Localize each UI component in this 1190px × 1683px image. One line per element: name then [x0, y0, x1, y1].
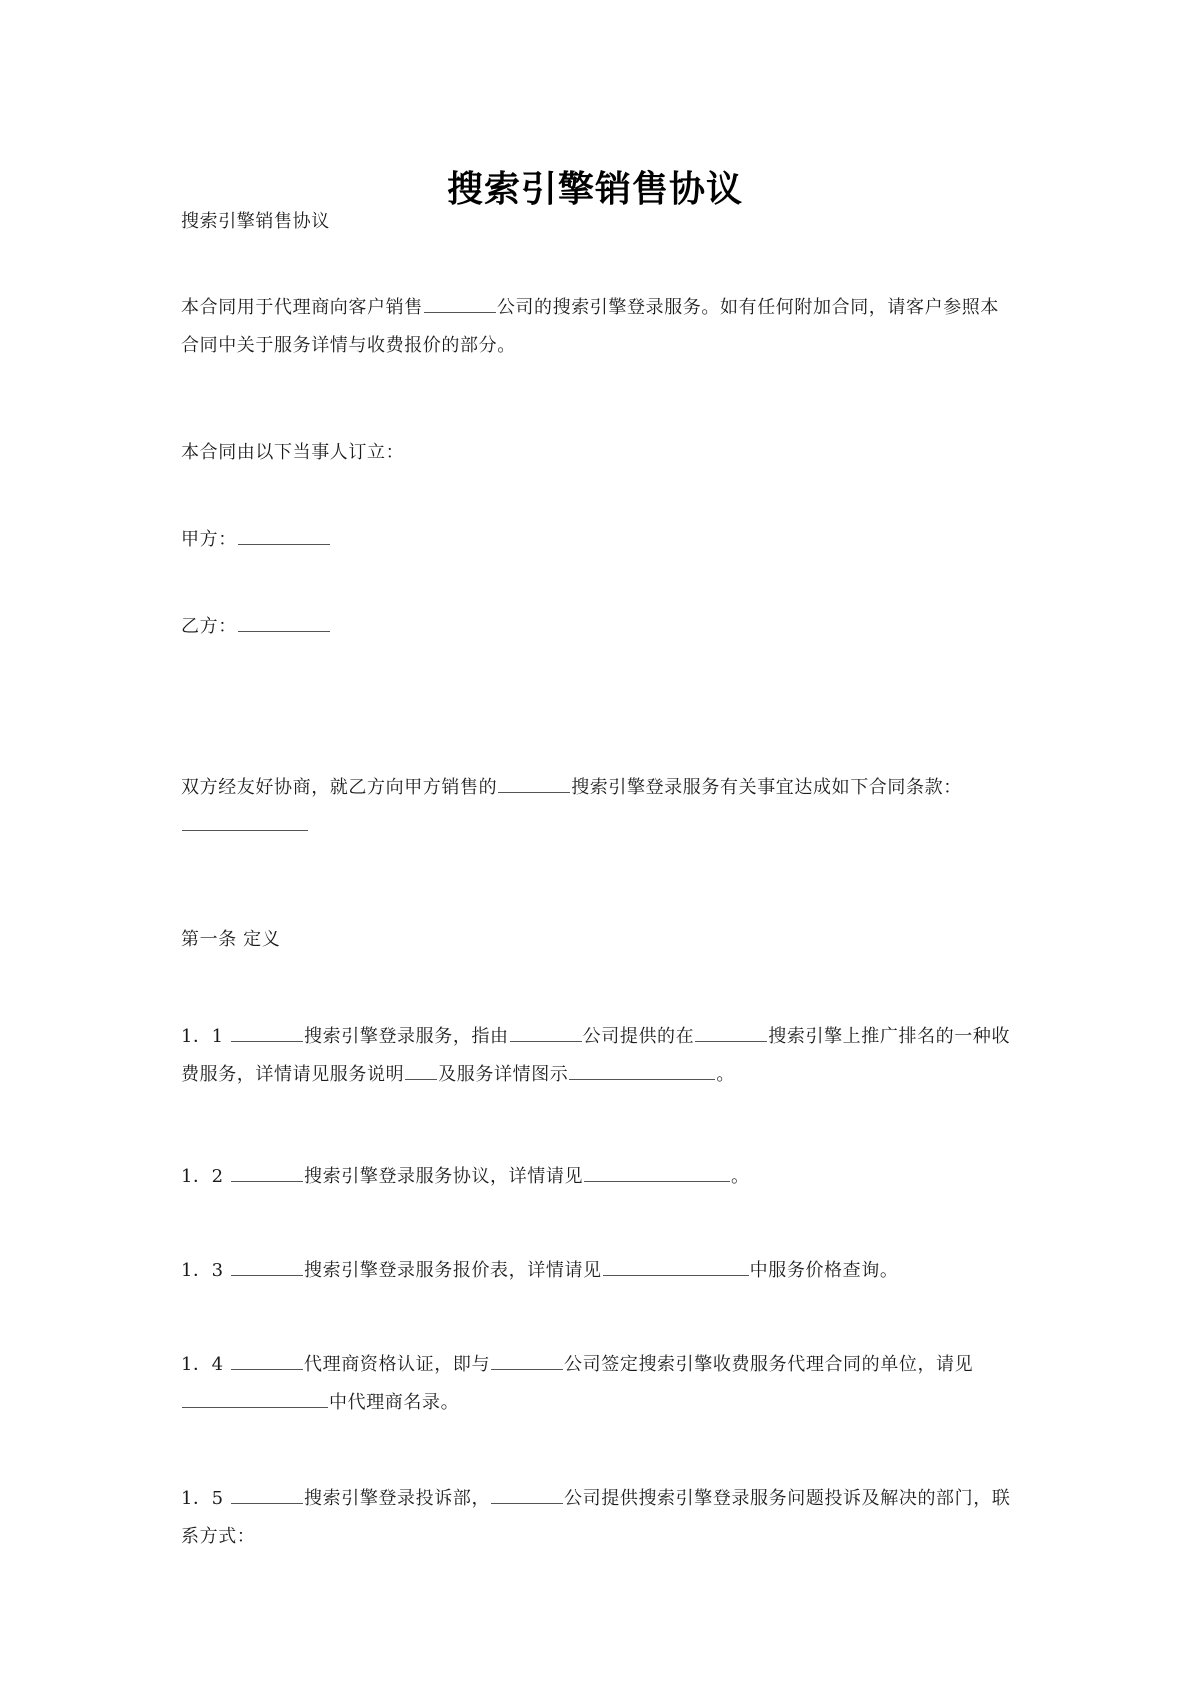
clause-blank[interactable]	[405, 1061, 437, 1080]
intro-paragraph	[181, 289, 1015, 365]
document-title: 搜索引擎销售协议	[446, 169, 743, 210]
clause-blank[interactable]	[231, 1485, 303, 1504]
clause-blank[interactable]	[510, 1023, 582, 1042]
clause-1-5	[181, 1480, 1015, 1556]
parties-intro: 本合同由以下当事人订立：	[181, 442, 405, 463]
clause-1-1	[181, 1018, 1015, 1094]
article-1-heading: 第一条 定义	[181, 929, 281, 950]
clause-text: 中代理商名录。	[329, 1392, 460, 1413]
clause-text: 搜索引擎登录服务，指由	[304, 1026, 509, 1047]
clause-blank[interactable]	[231, 1351, 303, 1370]
clause-blank[interactable]	[603, 1257, 749, 1276]
clause-number: 1．1	[181, 1026, 224, 1047]
party-a-blank[interactable]	[238, 526, 330, 545]
party-b-line	[181, 608, 1015, 646]
clause-blank[interactable]	[584, 1163, 730, 1182]
clause-text: 。	[731, 1166, 750, 1187]
agreement-paragraph	[181, 769, 1015, 845]
clause-text: 中服务价格查询。	[749, 1260, 899, 1281]
clause-blank[interactable]	[569, 1061, 715, 1080]
party-a-label: 甲方：	[181, 529, 237, 550]
service-blank[interactable]	[498, 774, 570, 793]
party-a-line	[181, 521, 1015, 559]
clause-number: 1．4	[181, 1354, 224, 1375]
document-subtitle: 搜索引擎销售协议	[181, 211, 330, 232]
clause-text: 搜索引擎登录服务报价表，详情请见	[304, 1260, 602, 1281]
clause-blank[interactable]	[231, 1257, 303, 1276]
clause-number: 1．3	[181, 1260, 224, 1281]
clause-blank[interactable]	[491, 1351, 563, 1370]
clause-text: 及服务详情图示	[438, 1064, 569, 1085]
clause-text: 公司签定搜索引擎收费服务代理合同的单位，请见	[564, 1354, 974, 1375]
clause-number: 1．2	[181, 1166, 224, 1187]
clause-text: 。	[716, 1064, 736, 1085]
company-blank[interactable]	[424, 294, 496, 313]
party-b-blank[interactable]	[238, 613, 330, 632]
agreement-text-1: 双方经友好协商，就乙方向甲方销售的	[181, 777, 498, 798]
intro-text-1: 本合同用于代理商向客户销售	[181, 297, 423, 318]
clause-text: 公司提供的在	[582, 1026, 695, 1047]
clause-blank[interactable]	[182, 1389, 328, 1408]
clause-text: 代理商资格认证，即与	[304, 1354, 491, 1375]
clause-blank[interactable]	[491, 1485, 563, 1504]
clause-blank[interactable]	[695, 1023, 767, 1042]
party-b-label: 乙方：	[181, 616, 237, 637]
clause-number: 1．5	[181, 1488, 224, 1509]
clause-1-3	[181, 1252, 1015, 1290]
clause-text: 搜索引擎登录服务协议，详情请见	[304, 1166, 584, 1187]
clause-text: 公司提供搜索引擎登录服务问题投诉及解决的部门，联系方式：	[181, 1488, 1011, 1547]
clause-text: 搜索引擎上推广排名的一种收费服务，详情请见服务说明	[181, 1026, 1011, 1085]
clause-text: 搜索引擎登录投诉部，	[304, 1488, 491, 1509]
clause-blank[interactable]	[231, 1023, 303, 1042]
clause-1-4	[181, 1346, 1015, 1422]
clause-blank[interactable]	[231, 1163, 303, 1182]
agreement-text-2: 搜索引擎登录服务有关事宜达成如下合同条款：	[571, 777, 962, 798]
intro-text-2: 公司的搜索引擎登录服务。如有任何附加合同，请客户参照本合同中关于服务详情与收费报价的部分。	[181, 297, 1000, 356]
clause-1-2	[181, 1158, 1015, 1196]
terms-blank[interactable]	[182, 812, 308, 831]
